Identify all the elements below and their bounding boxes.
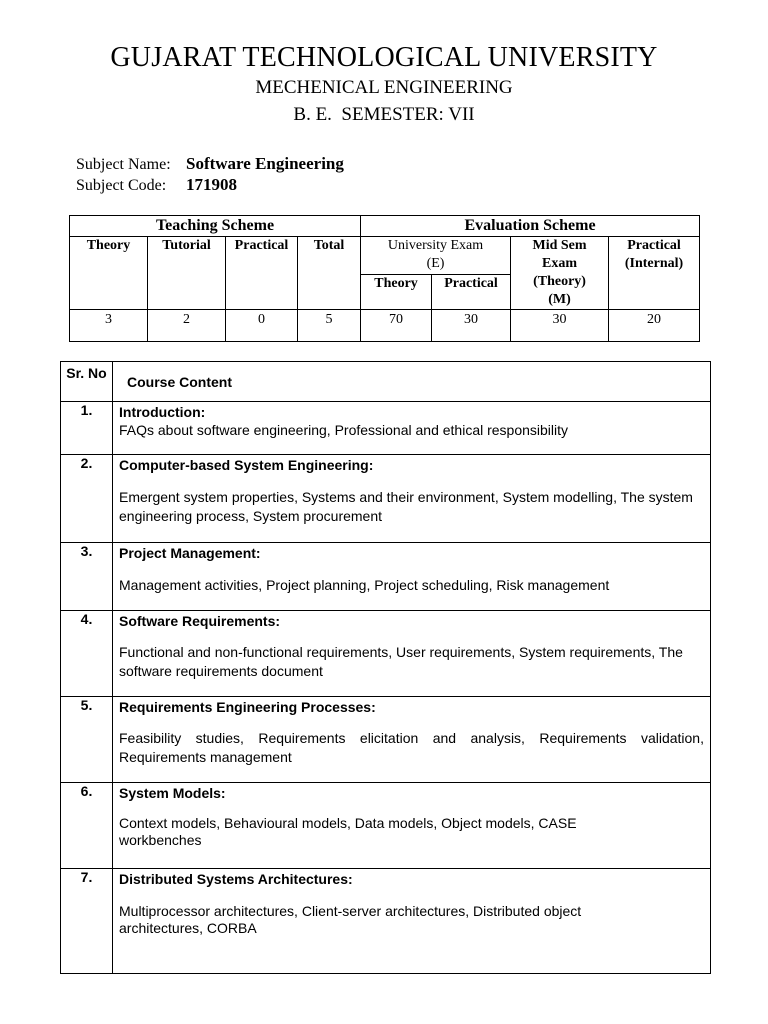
sr-number: 3. <box>61 543 113 611</box>
table-row <box>61 697 711 783</box>
sr-number: 4. <box>61 611 113 697</box>
content-cell <box>113 543 711 611</box>
practical-internal-value: 20 <box>609 310 700 342</box>
table-row <box>61 869 711 974</box>
subject-code-row <box>76 175 237 195</box>
table-row <box>61 543 711 611</box>
content-cell <box>113 869 711 974</box>
sr-number: 5. <box>61 697 113 783</box>
content-cell <box>113 783 711 869</box>
theory-value: 3 <box>70 310 148 342</box>
course-content-header: Course Content <box>113 362 711 402</box>
topic-title: Project Management: <box>119 545 261 561</box>
topic-description: Management activities, Project planning, Project scheduling, Risk management <box>119 577 610 593</box>
subject-name-value: Software Engineering <box>186 154 344 173</box>
topic-description: Functional and non-functional requirements, User requirements, System requirements, The software requirements document <box>119 644 683 679</box>
semester-title: B. E. SEMESTER: VII <box>293 104 475 125</box>
course-content-table <box>60 361 711 974</box>
content-cell <box>113 402 711 455</box>
topic-description: Feasibility studies, Requirements elicitation and analysis, Requirements validation, Requirements management <box>119 730 704 765</box>
university-exam-header: University Exam (E) <box>361 237 511 275</box>
sr-number: 6. <box>61 783 113 869</box>
mid-sem-header: Mid Sem Exam (Theory) (M) <box>511 237 609 310</box>
topic-title: Distributed Systems Architectures: <box>119 871 353 887</box>
practical-internal-header: Practical (Internal) <box>609 237 700 310</box>
tutorial-header: Tutorial <box>148 237 226 310</box>
content-cell <box>113 697 711 783</box>
table-row <box>61 455 711 543</box>
topic-description: FAQs about software engineering, Professional and ethical responsibility <box>119 422 569 438</box>
topic-title: System Models: <box>119 785 226 801</box>
ue-theory-header: Theory <box>361 275 432 310</box>
subject-name-label: Subject Name: <box>76 156 171 173</box>
practical-header: Practical <box>226 237 298 310</box>
sr-number: 2. <box>61 455 113 543</box>
subject-name-row <box>76 154 344 174</box>
tutorial-value: 2 <box>148 310 226 342</box>
practical-value: 0 <box>226 310 298 342</box>
table-row <box>61 783 711 869</box>
sr-number: 1. <box>61 402 113 455</box>
department-title: MECHENICAL ENGINEERING <box>255 77 513 98</box>
topic-description: Multiprocessor architectures, Client-server architectures, Distributed object architectures, CORBA <box>119 903 582 936</box>
table-row <box>61 611 711 697</box>
university-title: GUJARAT TECHNOLOGICAL UNIVERSITY <box>110 42 658 73</box>
topic-title: Computer-based System Engineering: <box>119 457 374 473</box>
topic-title: Software Requirements: <box>119 613 281 629</box>
content-cell <box>113 455 711 543</box>
table-row <box>61 402 711 455</box>
theory-header: Theory <box>70 237 148 310</box>
teaching-scheme-header: Teaching Scheme <box>70 216 361 237</box>
topic-description: Emergent system properties, Systems and their environment, System modelling, The system engineering process, System procurement <box>119 489 693 524</box>
content-cell <box>113 611 711 697</box>
subject-code-label: Subject Code: <box>76 177 167 194</box>
topic-title: Introduction: <box>119 404 206 420</box>
ue-theory-value: 70 <box>361 310 432 342</box>
subject-code-value: 171908 <box>186 175 237 194</box>
topic-title: Requirements Engineering Processes: <box>119 699 376 715</box>
topic-description: Context models, Behavioural models, Data models, Object models, CASE workbenches <box>119 815 577 848</box>
sr-no-header: Sr. No <box>61 362 113 402</box>
evaluation-scheme-header: Evaluation Scheme <box>361 216 700 237</box>
ue-practical-header: Practical <box>432 275 511 310</box>
total-header: Total <box>298 237 361 310</box>
sr-number: 7. <box>61 869 113 974</box>
total-value: 5 <box>298 310 361 342</box>
mid-sem-value: 30 <box>511 310 609 342</box>
scheme-table <box>69 215 700 342</box>
ue-practical-value: 30 <box>432 310 511 342</box>
